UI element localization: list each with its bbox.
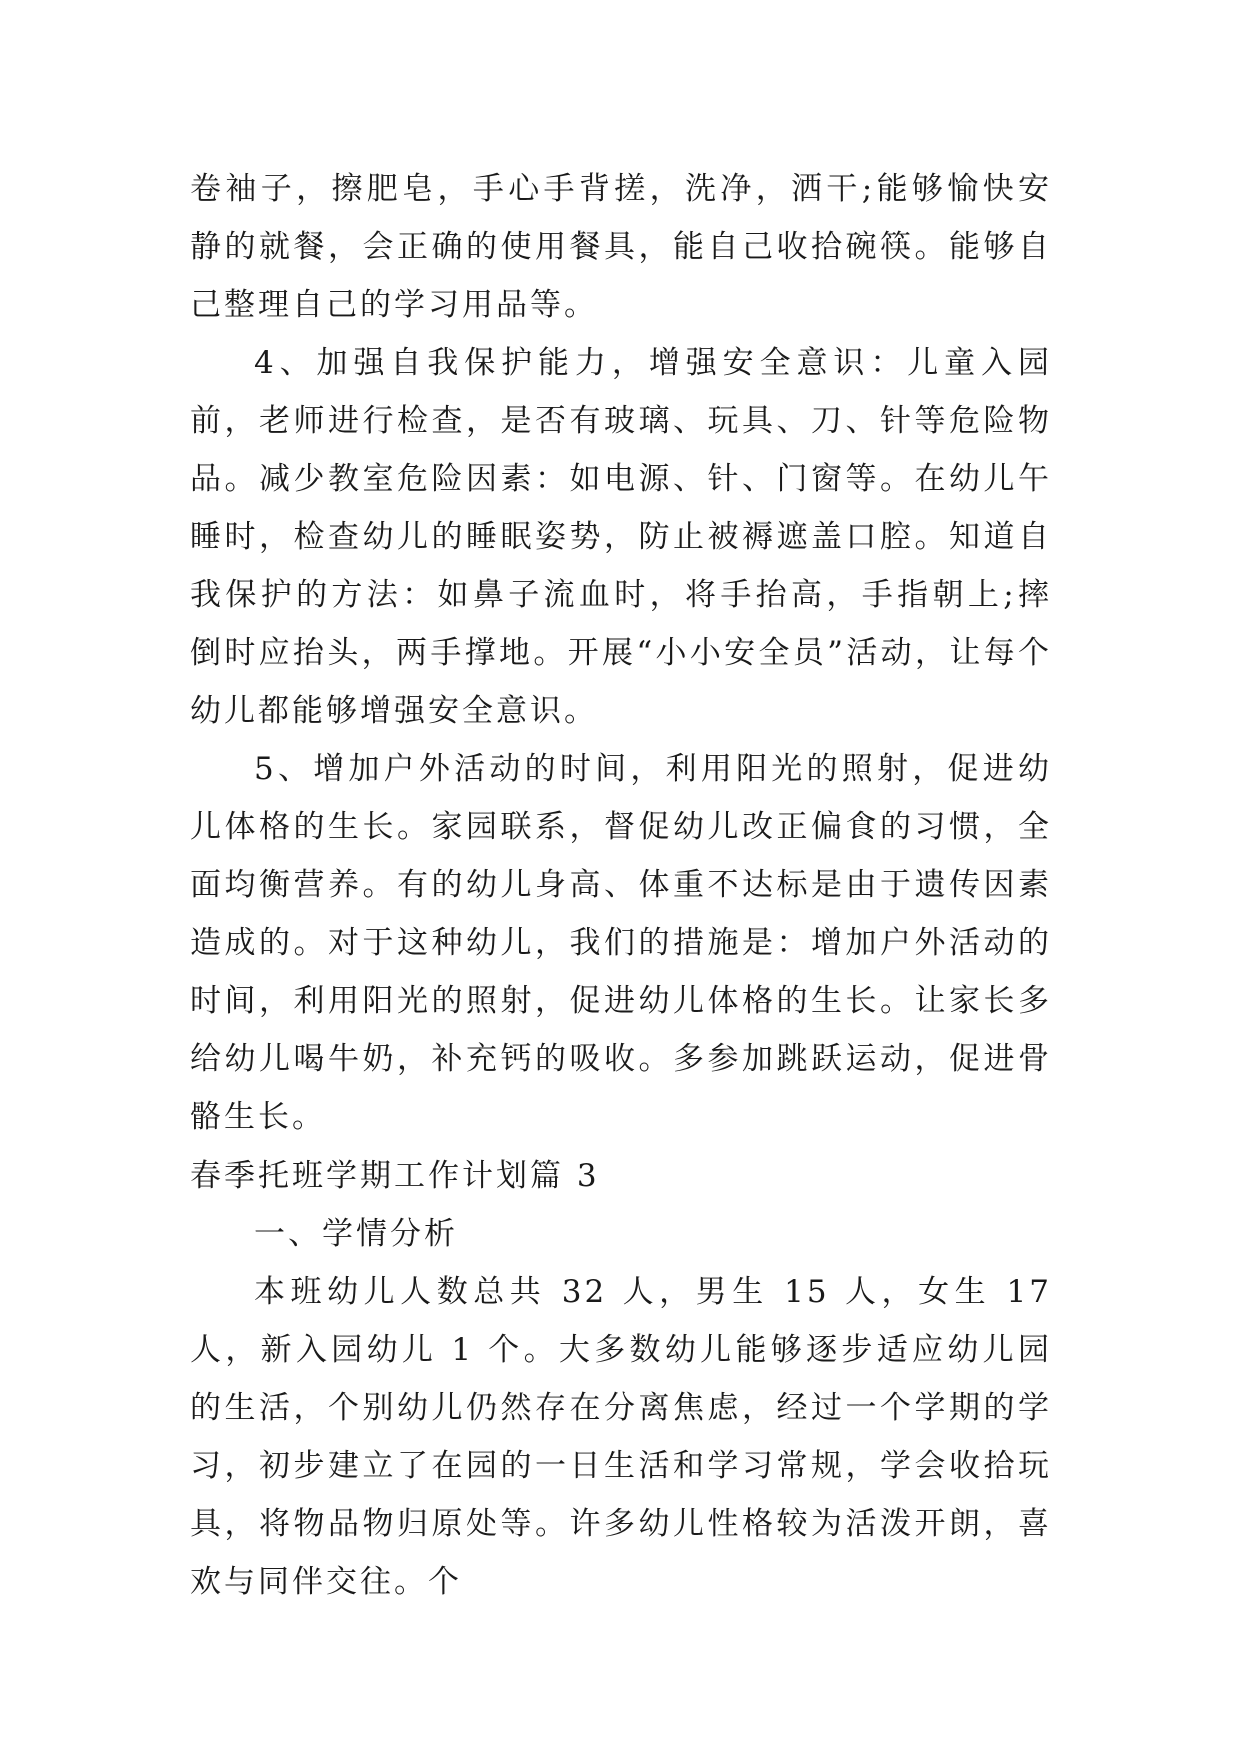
paragraph-text: 本班幼儿人数总共 32 人，男生 15 人，女生 17 人，新入园幼儿 1 个。大多数幼儿能够逐步适应幼儿园的生活，个别幼儿仍然存在分离焦虑，经过一个学期的学习，初步建立了在园的一日生活和学习常规，学会收拾玩具，将物品物归原处等。许多幼儿性格较为活泼开朗，喜欢与同伴交往。个	[190, 1274, 1052, 1600]
subsection-title: 一、学情分析	[254, 1216, 458, 1252]
list-item-5	[190, 740, 1052, 1146]
paragraph-text: 4、加强自我保护能力，增强安全意识：儿童入园前，老师进行检查，是否有玻璃、玩具、刀、针等危险物品。减少教室危险因素：如电源、针、门窗等。在幼儿午睡时，检查幼儿的睡眠姿势，防止被褥遮盖口腔。知道自我保护的方法：如鼻子流血时，将手抬高，手指朝上;摔倒时应抬头，两手撑地。开展“小小安全员”活动，让每个幼儿都能够增强安全意识。	[190, 345, 1052, 729]
paragraph-text: 卷袖子，擦肥皂，手心手背搓，洗净，洒干;能够愉快安静的就餐，会正确的使用餐具，能自己收拾碗筷。能够自己整理自己的学习用品等。	[190, 171, 1052, 323]
continuation-paragraph	[190, 160, 1052, 334]
paragraph-text: 5、增加户外活动的时间，利用阳光的照射，促进幼儿体格的生长。家园联系，督促幼儿改正偏食的习惯，全面均衡营养。有的幼儿身高、体重不达标是由于遗传因素造成的。对于这种幼儿，我们的措施是：增加户外活动的时间，利用阳光的照射，促进幼儿体格的生长。让家长多给幼儿喝牛奶，补充钙的吸收。多参加跳跃运动，促进骨骼生长。	[190, 751, 1052, 1135]
analysis-paragraph	[190, 1263, 1052, 1611]
section-title: 春季托班学期工作计划篇 3	[190, 1158, 600, 1194]
list-item-4	[190, 334, 1052, 740]
